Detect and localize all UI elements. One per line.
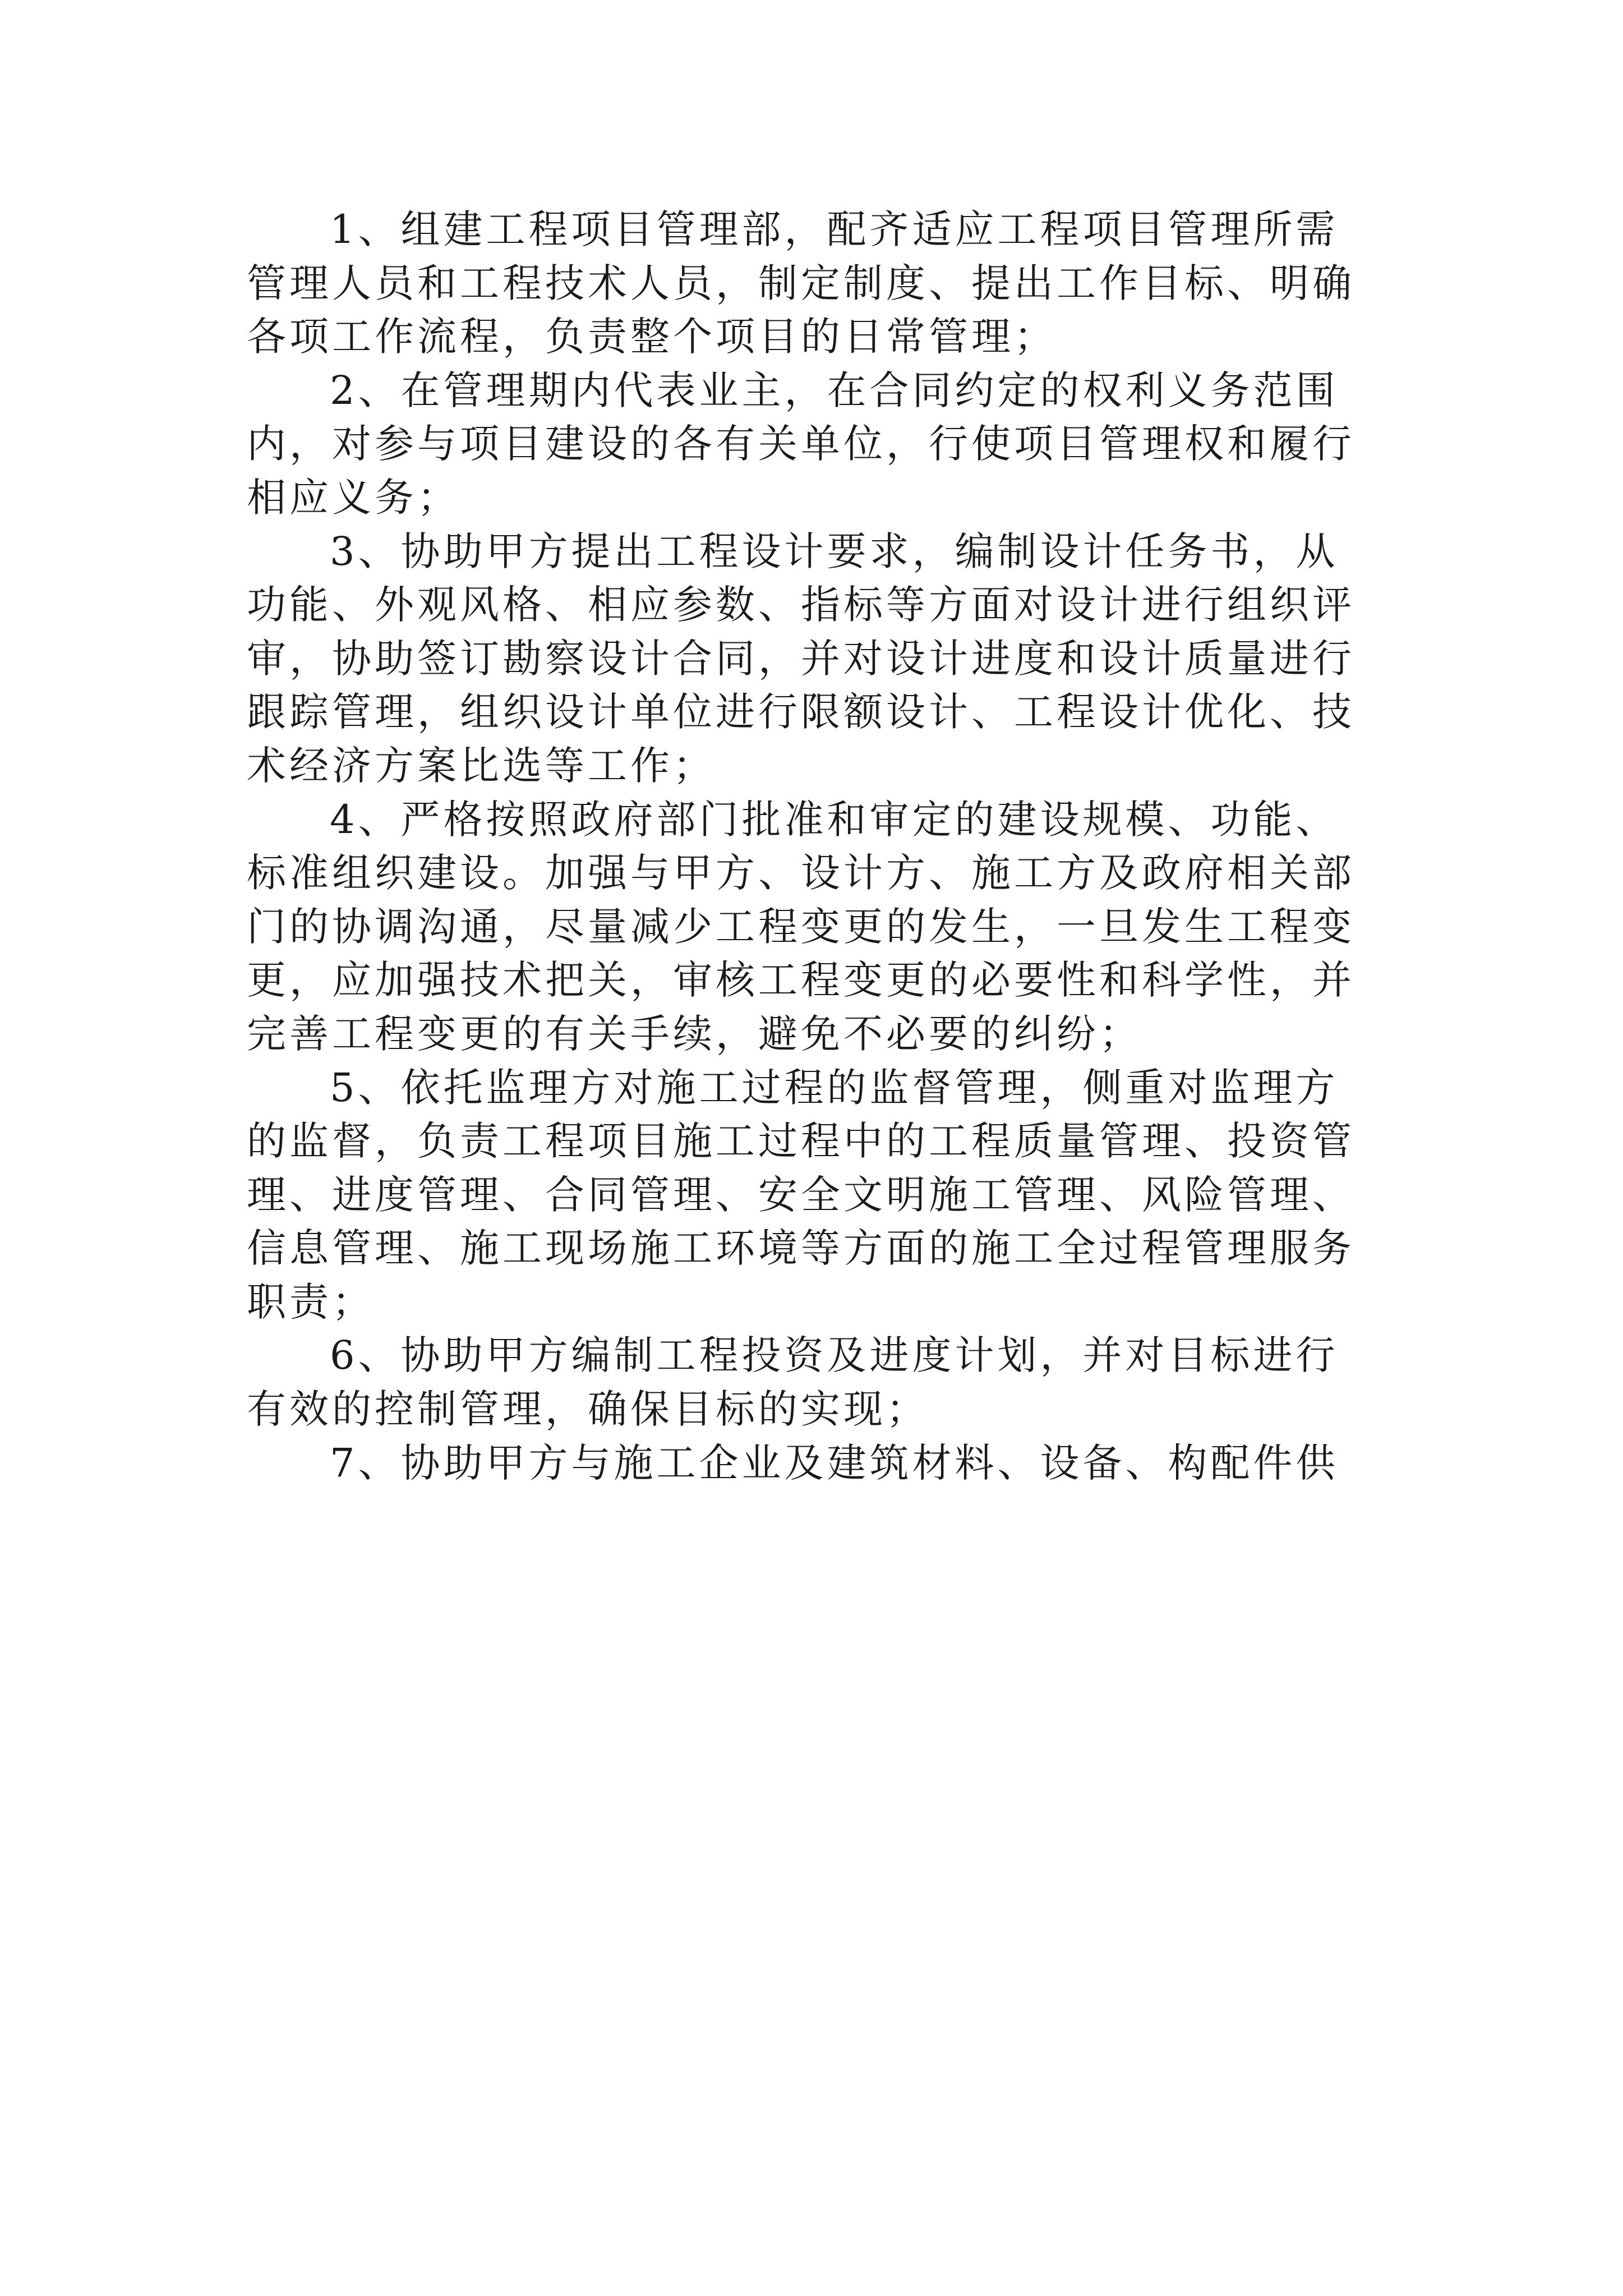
text-line: 管理人员和工程技术人员，制定制度、提出工作目标、明确 bbox=[247, 260, 1355, 306]
text-line: 完善工程变更的有关手续，避免不必要的纠纷； bbox=[247, 1010, 1142, 1057]
body-text bbox=[247, 203, 1447, 1490]
text-line: 术经济方案比选等工作； bbox=[247, 742, 716, 789]
text-line: 2、在管理期内代表业主，在合同约定的权利义务范围 bbox=[330, 367, 1339, 413]
paragraph-4 bbox=[247, 793, 1447, 1061]
text-line: 职责； bbox=[247, 1278, 375, 1325]
text-line: 4、严格按照政府部门批准和审定的建设规模、功能、 bbox=[330, 796, 1339, 843]
text-line: 门的协调沟通，尽量减少工程变更的发生，一旦发生工程变 bbox=[247, 903, 1355, 950]
text-line: 内，对参与项目建设的各有关单位，行使项目管理权和履行 bbox=[247, 421, 1355, 467]
text-line: 相应义务； bbox=[247, 474, 460, 521]
text-line: 更，应加强技术把关，审核工程变更的必要性和科学性，并 bbox=[247, 957, 1355, 1004]
text-line: 信息管理、施工现场施工环境等方面的施工全过程管理服务 bbox=[247, 1225, 1355, 1272]
paragraph-7 bbox=[247, 1437, 1447, 1490]
paragraph-2 bbox=[247, 364, 1447, 525]
text-line: 理、进度管理、合同管理、安全文明施工管理、风险管理、 bbox=[247, 1171, 1355, 1218]
text-line: 5、依托监理方对施工过程的监督管理，侧重对监理方 bbox=[330, 1064, 1339, 1111]
text-line: 标准组织建设。加强与甲方、设计方、施工方及政府相关部 bbox=[247, 850, 1355, 896]
text-line: 1、组建工程项目管理部，配齐适应工程项目管理所需 bbox=[330, 206, 1339, 252]
text-line: 3、协助甲方提出工程设计要求，编制设计任务书，从 bbox=[330, 528, 1339, 574]
text-line: 6、协助甲方编制工程投资及进度计划，并对目标进行 bbox=[330, 1332, 1339, 1379]
paragraph-3 bbox=[247, 525, 1447, 793]
text-line: 功能、外观风格、相应参数、指标等方面对设计进行组织评 bbox=[247, 582, 1355, 628]
text-line: 7、协助甲方与施工企业及建筑材料、设备、构配件供 bbox=[330, 1439, 1339, 1486]
text-line: 的监督，负责工程项目施工过程中的工程质量管理、投资管 bbox=[247, 1118, 1355, 1165]
text-line: 各项工作流程，负责整个项目的日常管理； bbox=[247, 314, 1057, 360]
paragraph-6 bbox=[247, 1329, 1447, 1436]
text-line: 跟踪管理，组织设计单位进行限额设计、工程设计优化、技 bbox=[247, 689, 1355, 735]
text-line: 有效的控制管理，确保目标的实现； bbox=[247, 1386, 929, 1433]
paragraph-1 bbox=[247, 203, 1447, 364]
text-line: 审，协助签订勘察设计合同，并对设计进度和设计质量进行 bbox=[247, 635, 1355, 682]
paragraph-5 bbox=[247, 1061, 1447, 1329]
